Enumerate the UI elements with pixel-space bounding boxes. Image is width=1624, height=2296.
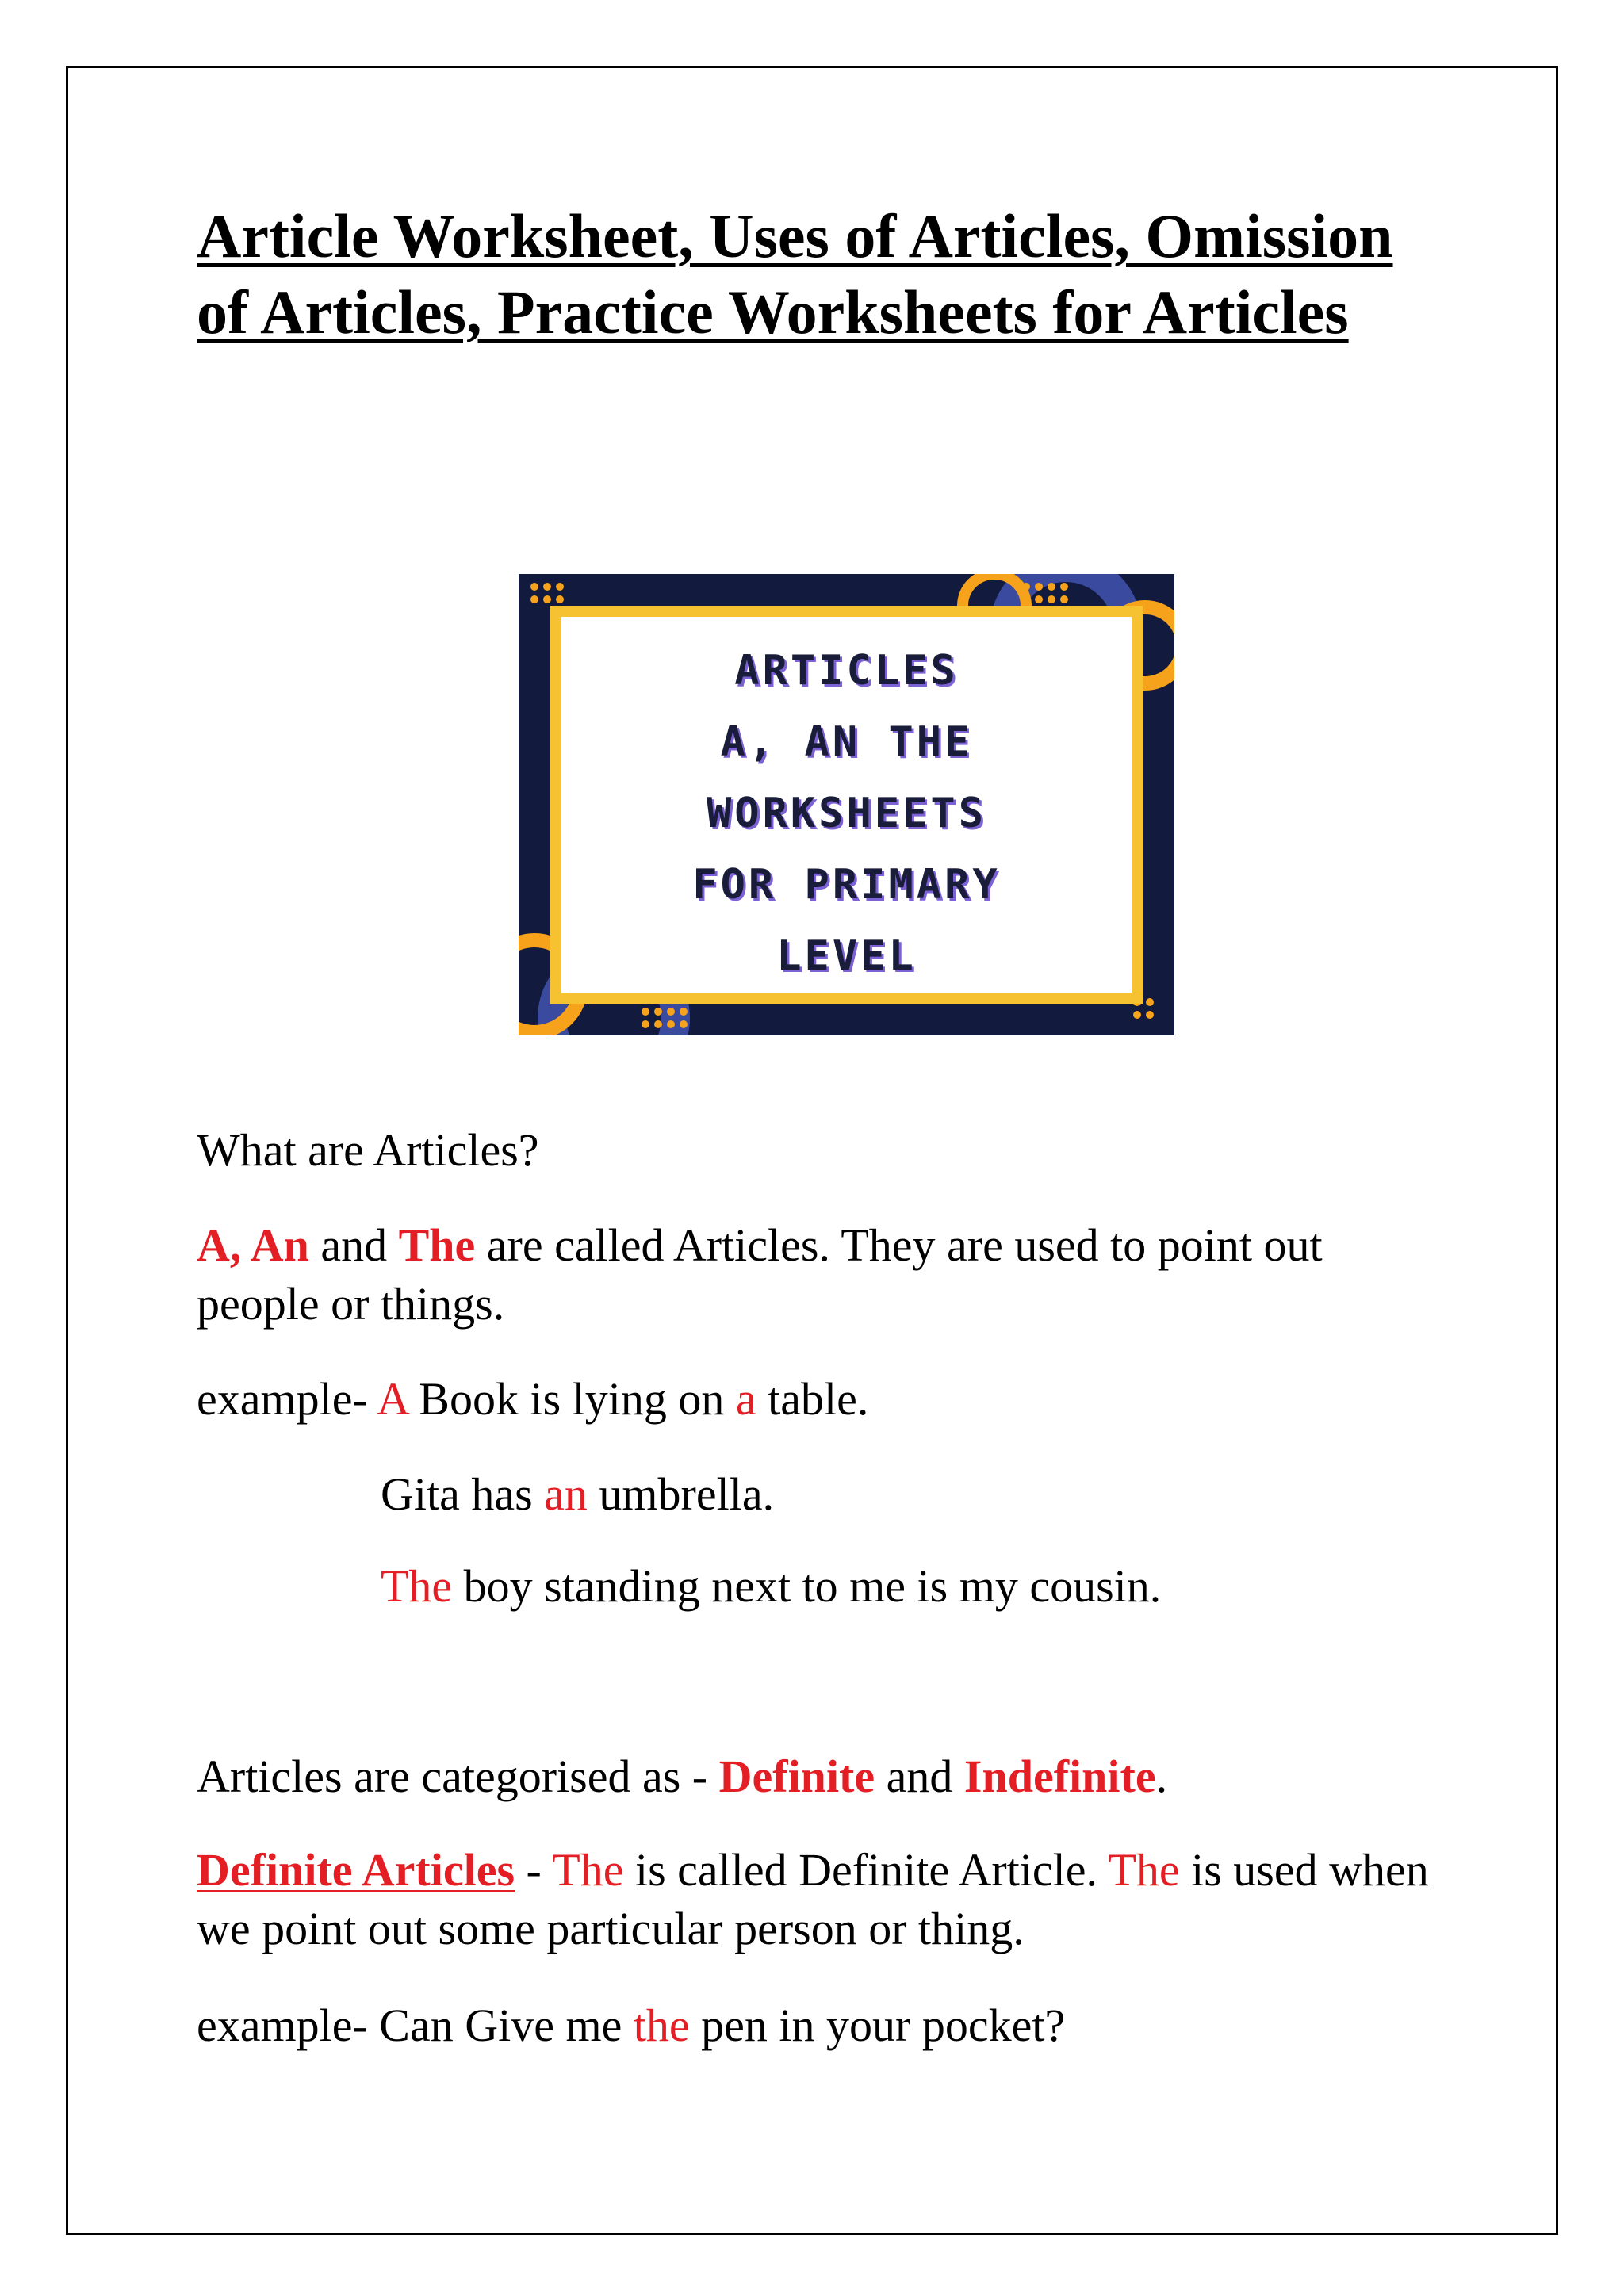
text-segment: is used when we point out some particular person or thing. (197, 1844, 1429, 1954)
definite-articles-heading: Definite Articles (197, 1844, 515, 1896)
example-1 (197, 1370, 1450, 1429)
text-segment: Articles are categorised as - (197, 1751, 719, 1802)
banner-line: A, AN THE (720, 718, 973, 766)
text-segment: umbrella. (587, 1468, 775, 1520)
banner-line: ARTICLES (734, 647, 959, 695)
example-label: example- (197, 1999, 380, 2051)
article-term: The (398, 1219, 476, 1271)
text-segment: is called Definite Article. (623, 1844, 1109, 1896)
text-segment: - (515, 1844, 553, 1896)
question-heading: What are Articles? (197, 1124, 539, 1176)
text-segment: pen in your pocket? (689, 1999, 1066, 2051)
article-word: an (544, 1468, 588, 1520)
definite-example (197, 1996, 1450, 2055)
text-segment: and (308, 1219, 399, 1271)
article-term: A, An (197, 1219, 309, 1271)
category-indefinite: Indefinite (963, 1751, 1156, 1802)
category-definite: Definite (718, 1751, 875, 1802)
article-word: A (377, 1373, 408, 1425)
example-3 (381, 1557, 1624, 1616)
article-word: The (381, 1560, 453, 1612)
example-2 (381, 1465, 1624, 1524)
article-word: The (552, 1844, 624, 1896)
banner-line: LEVEL (776, 932, 917, 980)
articles-banner-image (519, 574, 1174, 1035)
example-label: example- (197, 1373, 377, 1425)
article-word: the (633, 1999, 690, 2051)
text-segment: Book is lying on (407, 1373, 736, 1425)
banner-text-panel (550, 606, 1143, 1004)
banner-line: WORKSHEETS (706, 790, 987, 837)
text-segment: and (875, 1751, 964, 1802)
text-segment: Can Give me (379, 1999, 634, 2051)
categories-statement (197, 1747, 1450, 1806)
text-segment: Gita has (381, 1468, 545, 1520)
article-word: The (1108, 1844, 1180, 1896)
banner-line: FOR PRIMARY (692, 861, 1001, 909)
article-word: a (735, 1373, 756, 1425)
text-segment: table. (756, 1373, 869, 1425)
page-title: Article Worksheet, Uses of Articles, Omission of Articles, Practice Worksheets for Articles (197, 201, 1393, 346)
articles-definition (197, 1216, 1450, 1334)
text-segment: boy standing next to me is my cousin. (452, 1560, 1162, 1612)
text-segment: . (1155, 1751, 1168, 1802)
definite-articles-paragraph (197, 1841, 1450, 1958)
text-segment: are called Articles. They are used to point out people or things. (197, 1219, 1323, 1330)
